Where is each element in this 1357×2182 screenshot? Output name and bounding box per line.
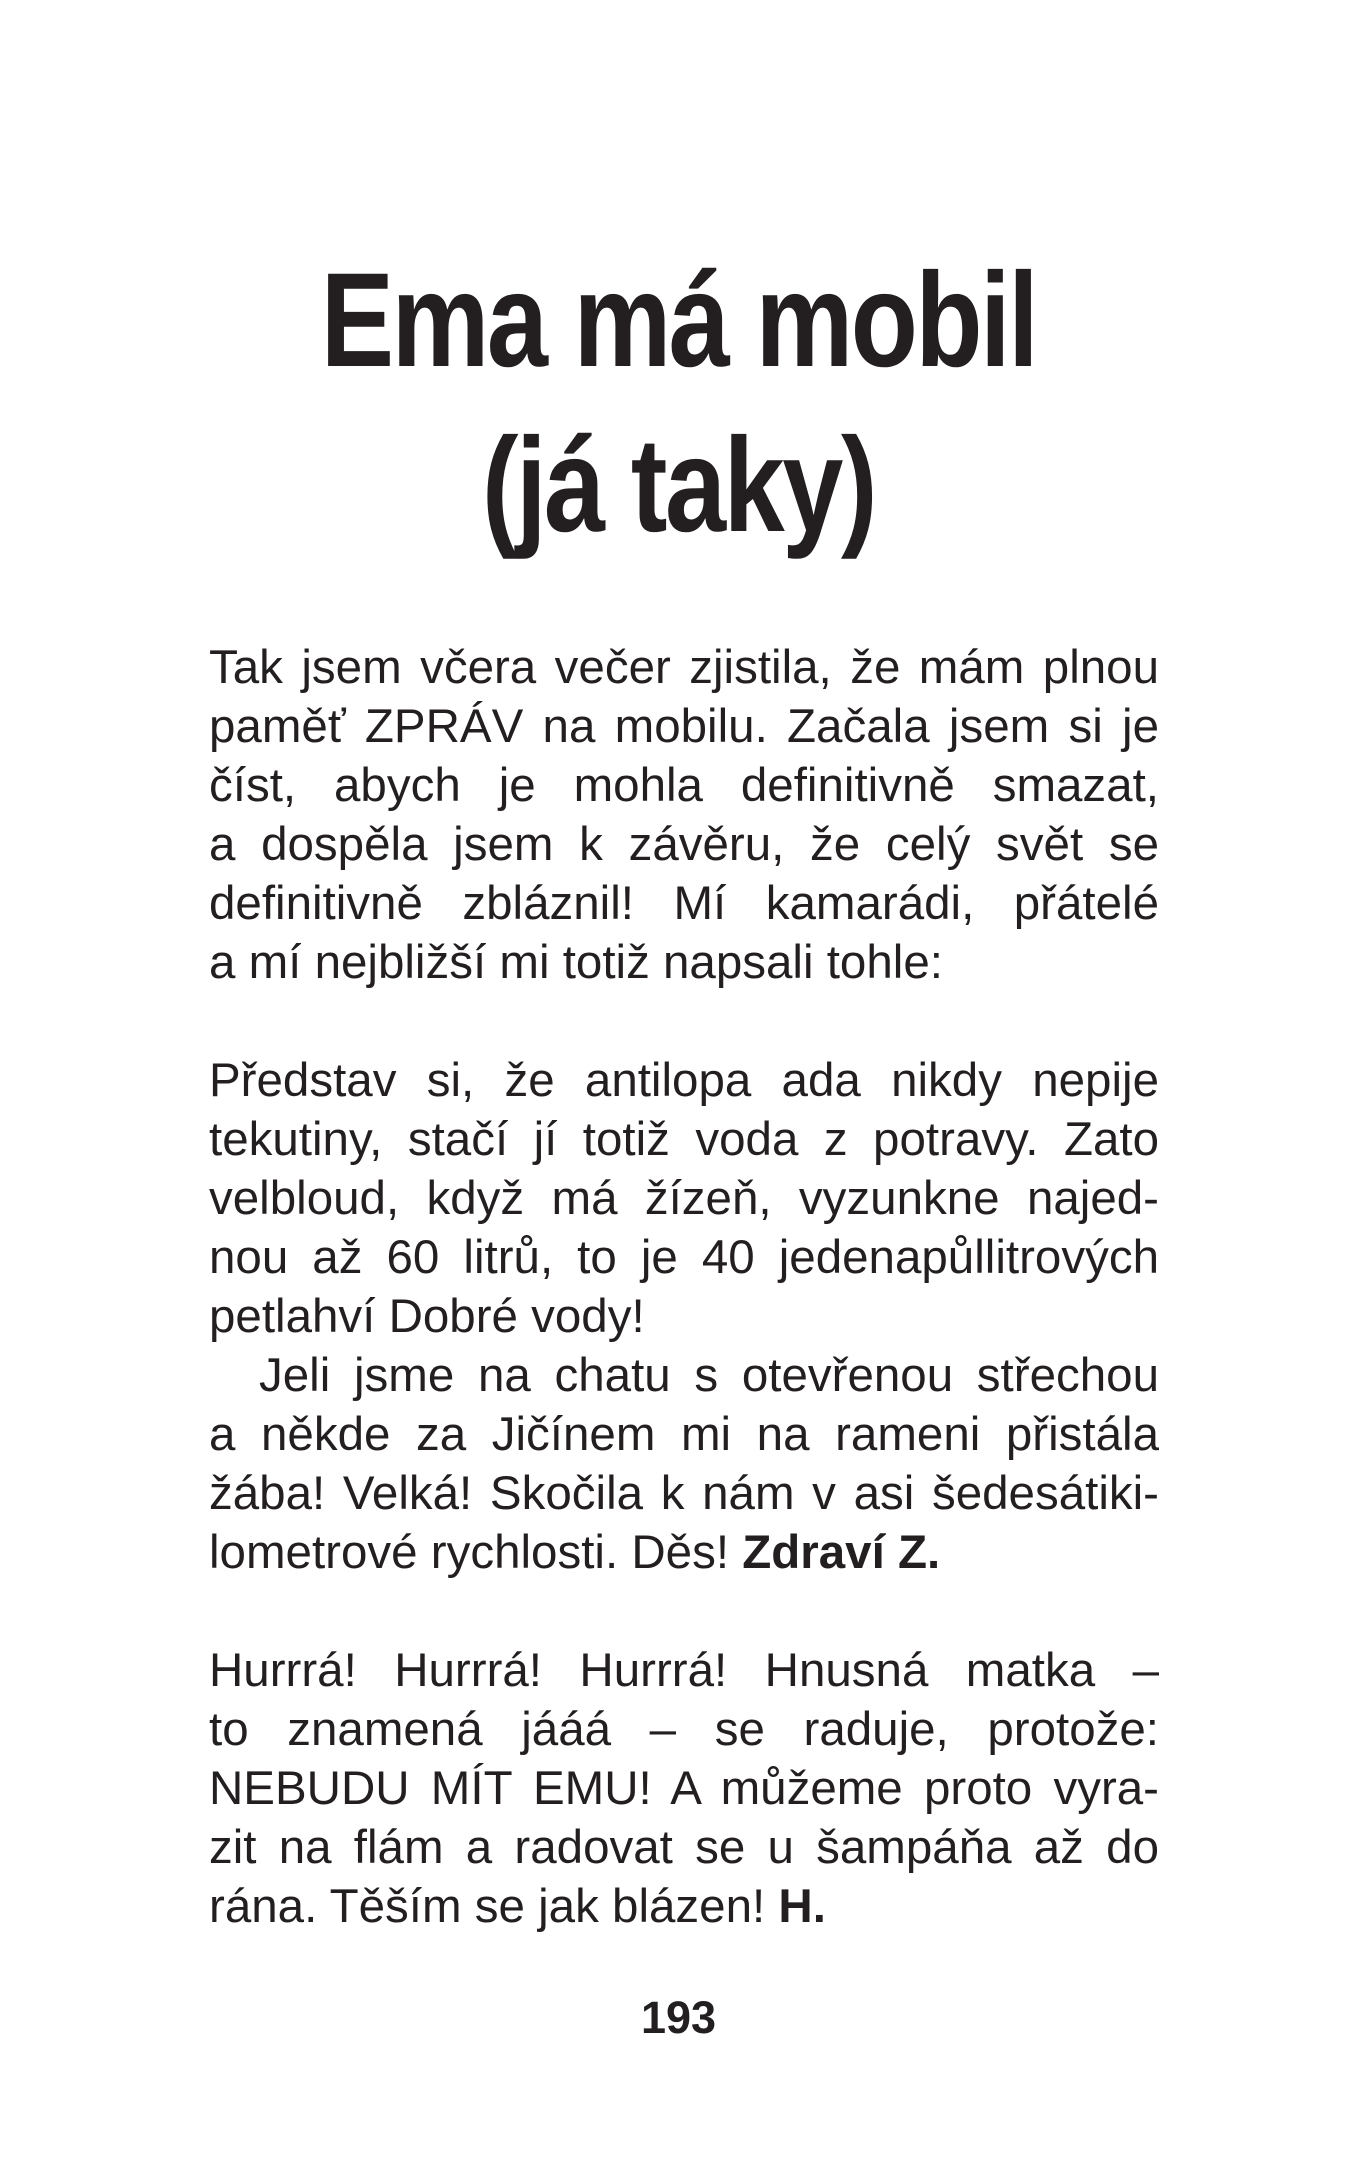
paragraph-message-frog [209,1346,1159,1582]
text-line: NEBUDU MÍT EMU! A můžeme proto vyra- [209,1762,1159,1815]
text-line: zit na flám a radovat se u šampáňa až do [209,1821,1159,1874]
text-line: petlahví Dobré vody! [209,1290,645,1343]
page-number: 193 [640,1992,717,2043]
signature: Zdraví Z. [742,1526,941,1579]
chapter-body [209,638,1159,1936]
chapter-title-line-2: (já taky) [481,411,876,560]
chapter-title [122,238,1235,568]
text-line: a někde za Jičínem mi na rameni přistála [209,1408,1159,1461]
text-line: to znamená jááá – se raduje, protože: [209,1703,1159,1756]
chapter-title-line-1: Ema má mobil [320,246,1037,395]
paragraph-spacer [209,1582,1159,1641]
text-line: a mí nejbližší mi totiž napsali tohle: [209,936,943,989]
text-line: velbloud, když má žízeň, vyzunkne najed- [209,1172,1159,1225]
signature: H. [778,1880,826,1933]
text-line: nou až 60 litrů, to je 40 jedenapůllitrových [209,1231,1159,1284]
paragraph-intro [209,638,1159,992]
paragraph-message-antelope [209,1051,1159,1346]
text-line: paměť ZPRÁV na mobilu. Začala jsem si je [209,700,1159,753]
paragraph-spacer [209,992,1159,1051]
text-line: číst, abych je mohla definitivně smazat, [209,759,1159,812]
text-line: a dospěla jsem k závěru, že celý svět se [209,818,1159,871]
text-line: Představ si, že antilopa ada nikdy nepije [209,1054,1159,1107]
text-line-with-signature [209,1523,1159,1582]
text-line: Hurrrá! Hurrrá! Hurrrá! Hnusná matka – [209,1644,1159,1697]
text-line: definitivně zbláznil! Mí kamarádi, přátelé [209,877,1159,930]
text-line: Jeli jsme na chatu s otevřenou střechou [259,1349,1159,1402]
paragraph-message-hurra [209,1641,1159,1936]
text-line: Tak jsem včera večer zjistila, že mám plnou [209,641,1159,694]
text-line: žába! Velká! Skočila k nám v asi šedesátiki- [209,1467,1159,1520]
text-line: rána. Těším se jak blázen! [209,1880,779,1933]
text-line-with-signature [209,1877,1159,1936]
text-line: tekutiny, stačí jí totiž voda z potravy. Zato [209,1113,1159,1166]
text-line: lometrové rychlosti. Děs! [209,1526,743,1579]
